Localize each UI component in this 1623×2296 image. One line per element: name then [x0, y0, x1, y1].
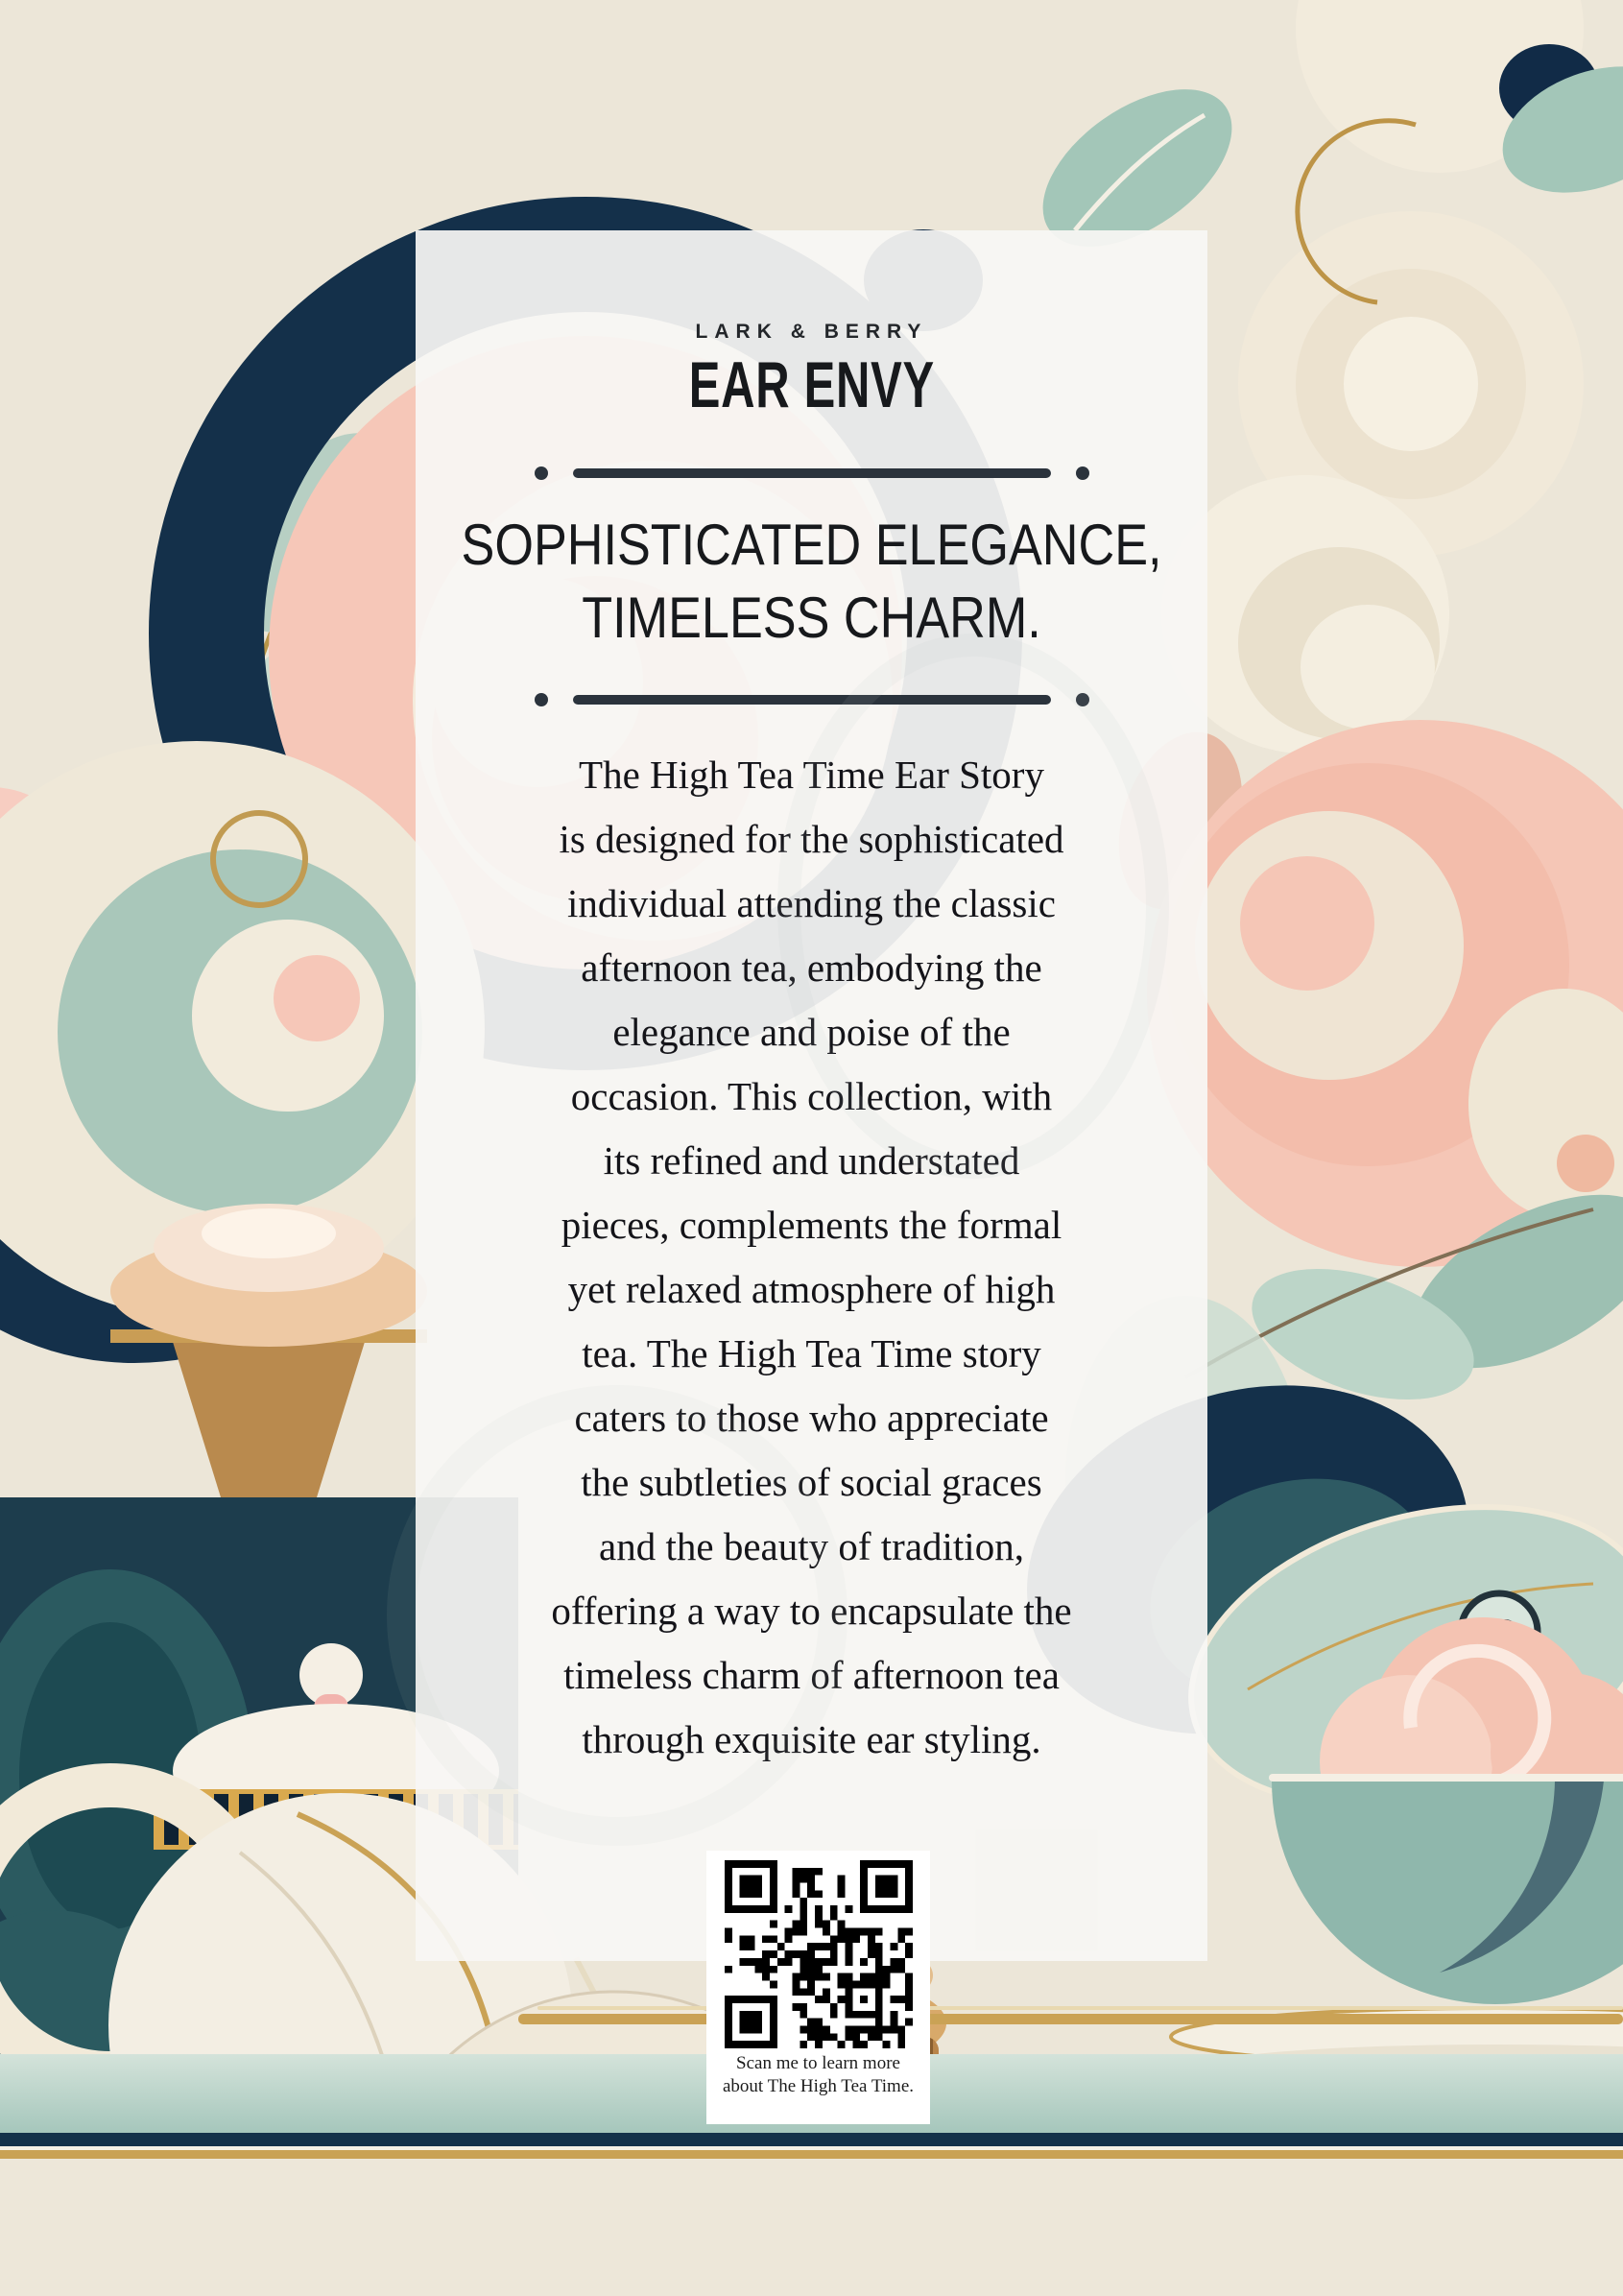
qr-code — [725, 1860, 913, 2048]
content-panel — [416, 230, 1207, 1961]
divider-top — [535, 466, 1089, 480]
brand-name: LARK & BERRY — [695, 321, 928, 343]
story-line: elegance and poise of the — [612, 1010, 1011, 1054]
divider-line — [573, 695, 1051, 705]
story-line: is designed for the sophisticated — [559, 817, 1064, 861]
story-line: its refined and understated — [603, 1138, 1020, 1183]
divider-bottom — [535, 693, 1089, 706]
story-line: occasion. This collection, with — [570, 1074, 1053, 1118]
divider-dot-icon — [535, 693, 548, 706]
story-line: through exquisite ear styling. — [582, 1717, 1041, 1761]
divider-dot-icon — [535, 466, 548, 480]
story-line: afternoon tea, embodying the — [581, 945, 1042, 990]
headline-line-2: TIMELESS CHARM. — [582, 586, 1041, 650]
story-line: offering a way to encapsulate the — [551, 1589, 1072, 1633]
story-line: the subtleties of social graces — [581, 1460, 1042, 1504]
story-description — [551, 743, 1071, 1772]
story-line: timeless charm of afternoon tea — [563, 1653, 1060, 1697]
story-line: The High Tea Time Ear Story — [579, 753, 1044, 797]
story-line: pieces, complements the formal — [561, 1203, 1062, 1247]
headline — [462, 509, 1162, 655]
story-line: caters to those who appreciate — [574, 1396, 1049, 1440]
divider-dot-icon — [1076, 466, 1089, 480]
story-line: individual attending the classic — [567, 881, 1056, 925]
qr-block — [706, 1851, 930, 2124]
qr-caption-line-1: Scan me to learn more — [736, 2053, 900, 2073]
divider-line — [573, 468, 1051, 478]
headline-line-1: SOPHISTICATED ELEGANCE, — [461, 513, 1162, 577]
story-line: and the beauty of tradition, — [599, 1524, 1024, 1568]
divider-dot-icon — [1076, 693, 1089, 706]
story-line: tea. The High Tea Time story — [582, 1331, 1041, 1375]
qr-caption-line-2: about The High Tea Time. — [722, 2076, 915, 2096]
story-line: yet relaxed atmosphere of high — [567, 1267, 1056, 1311]
qr-caption — [723, 2052, 914, 2098]
collection-title: EAR ENVY — [688, 348, 935, 421]
